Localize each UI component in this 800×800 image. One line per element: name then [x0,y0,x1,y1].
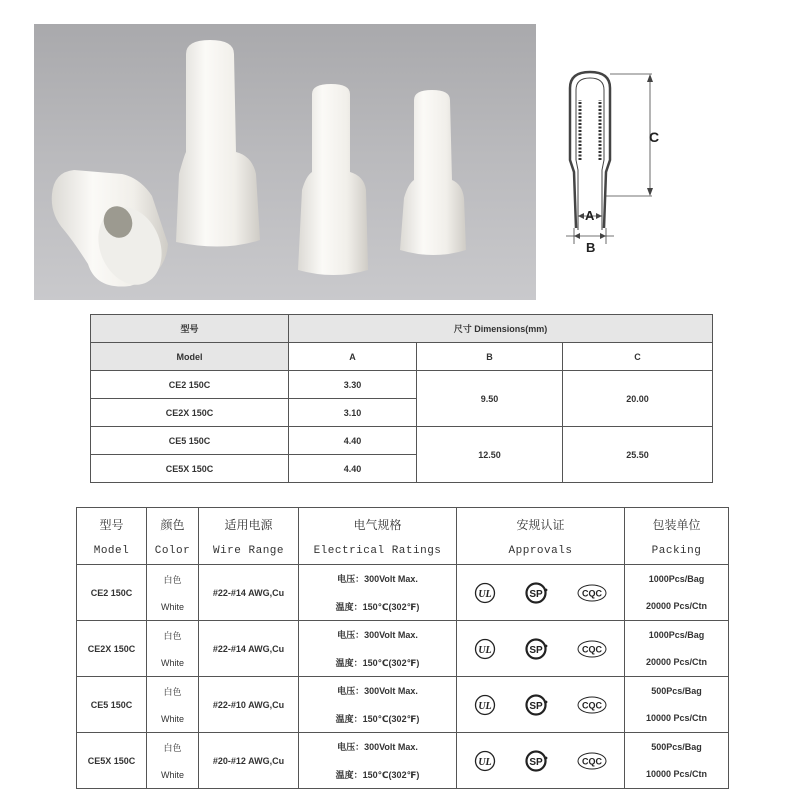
svg-text:CQC: CQC [582,644,603,654]
model-cell: CE5 150C [77,677,147,733]
dimensions-header: 尺寸 Dimensions(mm) [289,315,713,343]
model-cell: CE2 150C [91,371,289,399]
wire-range-cell: #22-#14 AWG,Cu [199,565,299,621]
packing-cell: 500Pcs/Bag 10000 Pcs/Ctn [625,733,729,789]
cqc-icon [577,584,607,602]
cqc-icon [577,696,607,714]
electrical-cell: 电压：300Volt Max. 温度：150℃(302℉) [299,565,457,621]
label-a: A [585,208,595,223]
tall-cap-connector [176,40,260,247]
wire-range-cell: #20-#12 AWG,Cu [199,733,299,789]
medium-cap-connector [298,84,368,275]
specifications-table [76,507,729,789]
packing-cell: 1000Pcs/Bag 20000 Pcs/Ctn [625,565,729,621]
ul-listed-icon [474,638,496,660]
ul-listed-icon [474,750,496,772]
svg-text:UL: UL [478,588,492,600]
svg-text:SP: SP [528,588,543,600]
color-cell: 白色 White [147,621,199,677]
csa-icon [525,694,549,716]
csa-cell [513,677,561,733]
model-header-cn: 型号 [91,315,289,343]
cqc-cell [561,677,625,733]
model-cell: CE5X 150C [91,455,289,483]
header-wire-range: 适用电源 Wire Range [199,508,299,565]
model-cell: CE2X 150C [77,621,147,677]
cqc-cell [561,565,625,621]
dim-a-cell: 4.40 [289,427,417,455]
cqc-cell [561,733,625,789]
csa-cell [513,621,561,677]
svg-text:CQC: CQC [582,588,603,598]
csa-cell [513,565,561,621]
svg-text:UL: UL [478,756,492,768]
csa-icon [525,750,549,772]
header-packing: 包装单位 Packing [625,508,729,565]
header-color: 颜色 Color [147,508,199,565]
product-photo [34,24,536,300]
ul-listed-icon [474,582,496,604]
svg-text:SP: SP [528,756,543,768]
header-approvals: 安规认证 Approvals [457,508,625,565]
electrical-cell: 电压：300Volt Max. 温度：150℃(302℉) [299,621,457,677]
svg-text:UL: UL [478,644,492,656]
connector-caps-illustration [34,24,536,300]
dim-a-cell: 3.30 [289,371,417,399]
csa-icon [525,638,549,660]
electrical-cell: 电压：300Volt Max. 温度：150℃(302℉) [299,733,457,789]
dim-b-cell: 12.50 [417,427,563,483]
csa-icon [525,582,549,604]
packing-cell: 1000Pcs/Bag 20000 Pcs/Ctn [625,621,729,677]
label-b: B [586,240,596,255]
cqc-icon [577,752,607,770]
table-row [77,565,729,621]
col-c-header: C [563,343,713,371]
dim-a-cell: 3.10 [289,399,417,427]
label-c: C [649,129,660,145]
table-row [77,677,729,733]
table-row [77,621,729,677]
model-header-en: Model [91,343,289,371]
col-a-header: A [289,343,417,371]
model-cell: CE2 150C [77,565,147,621]
ul-cell [457,733,513,789]
electrical-cell: 电压：300Volt Max. 温度：150℃(302℉) [299,677,457,733]
table-row [91,371,713,399]
wire-range-cell: #22-#10 AWG,Cu [199,677,299,733]
svg-text:CQC: CQC [582,700,603,710]
table-row [77,733,729,789]
csa-cell [513,733,561,789]
wire-range-cell: #22-#14 AWG,Cu [199,621,299,677]
ul-cell [457,565,513,621]
col-b-header: B [417,343,563,371]
color-cell: 白色 White [147,565,199,621]
dim-b-cell: 9.50 [417,371,563,427]
ul-cell [457,621,513,677]
cqc-icon [577,640,607,658]
header-electrical: 电气规格 Electrical Ratings [299,508,457,565]
color-cell: 白色 White [147,677,199,733]
model-cell: CE5 150C [91,427,289,455]
svg-text:SP: SP [528,644,543,656]
dim-a-cell: 4.40 [289,455,417,483]
cqc-cell [561,621,625,677]
svg-text:UL: UL [478,700,492,712]
table-row [91,427,713,455]
model-cell: CE5X 150C [77,733,147,789]
color-cell: 白色 White [147,733,199,789]
dim-c-cell: 20.00 [563,371,713,427]
model-cell: CE2X 150C [91,399,289,427]
header-model: 型号 Model [77,508,147,565]
right-cap-connector [400,90,466,255]
dimensions-table [90,314,713,483]
ul-listed-icon [474,694,496,716]
svg-text:CQC: CQC [582,756,603,766]
packing-cell: 500Pcs/Bag 10000 Pcs/Ctn [625,677,729,733]
dimension-diagram [556,60,676,260]
svg-text:SP: SP [528,700,543,712]
dim-c-cell: 25.50 [563,427,713,483]
lying-cap-connector [52,170,173,294]
ul-cell [457,677,513,733]
